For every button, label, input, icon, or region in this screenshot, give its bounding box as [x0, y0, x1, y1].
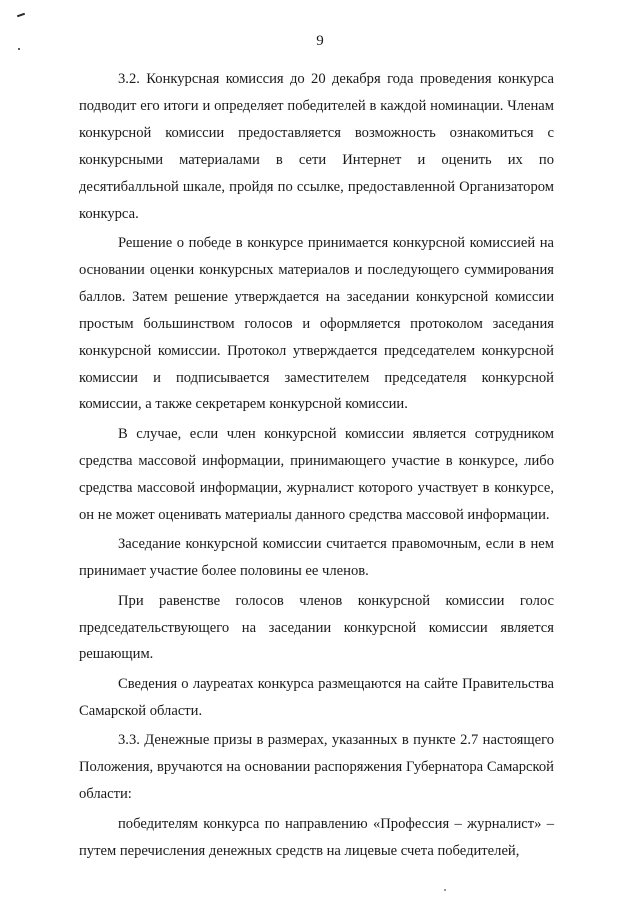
- page-number: 9: [316, 33, 324, 49]
- scan-mark: [17, 13, 25, 18]
- document-body: [79, 66, 554, 867]
- paragraph-journalist-winners: победителям конкурса по направлению «Профессия – журналист» – путем перечисления денежных средств на лицевые счета победителей,: [79, 815, 554, 859]
- paragraph-laureates-info: Сведения о лауреатах конкурса размещаются на сайте Правительства Самарской области.: [79, 675, 554, 719]
- paragraph-3-2: 3.2. Конкурсная комиссия до 20 декабря года проведения конкурса подводит его итоги и определяет победителей в каждой номинации. Членам конкурсной комиссии предоставляется возможность ознакомиться с конкурсными материалами в сети Интернет и оценить их по десятибалльной шкале, пройдя по ссылке, предоставленной Организатором конкурса.: [79, 71, 554, 222]
- scan-mark: [444, 889, 446, 891]
- paragraph-decision: Решение о победе в конкурсе принимается конкурсной комиссией на основании оценки конкурсных материалов и последующего суммирования баллов. Затем решение утверждается на заседании конкурсной комиссии простым большинством голосов и оформляется протоколом заседания конкурсной комиссии. Протокол утверждается председателем конкурсной комиссии и подписывается заместителем председателя конкурсной комиссии, а также секретарем конкурсной комиссии.: [79, 235, 554, 413]
- paragraph-tie-vote: При равенстве голосов членов конкурсной комиссии голос председательствующего на заседании конкурсной комиссии является решающим.: [79, 592, 554, 663]
- paragraph-quorum: Заседание конкурсной комиссии считается правомочным, если в нем принимает участие более половины ее членов.: [79, 536, 554, 580]
- paragraph-3-3: 3.3. Денежные призы в размерах, указанных в пункте 2.7 настоящего Положения, вручаются на основании распоряжения Губернатора Самарской области:: [79, 732, 554, 803]
- paragraph-conflict-of-interest: В случае, если член конкурсной комиссии является сотрудником средства массовой информации, принимающего участие в конкурсе, либо средства массовой информации, журналист которого участвует в конкурсе, он не может оценивать материалы данного средства массовой информации.: [79, 425, 554, 523]
